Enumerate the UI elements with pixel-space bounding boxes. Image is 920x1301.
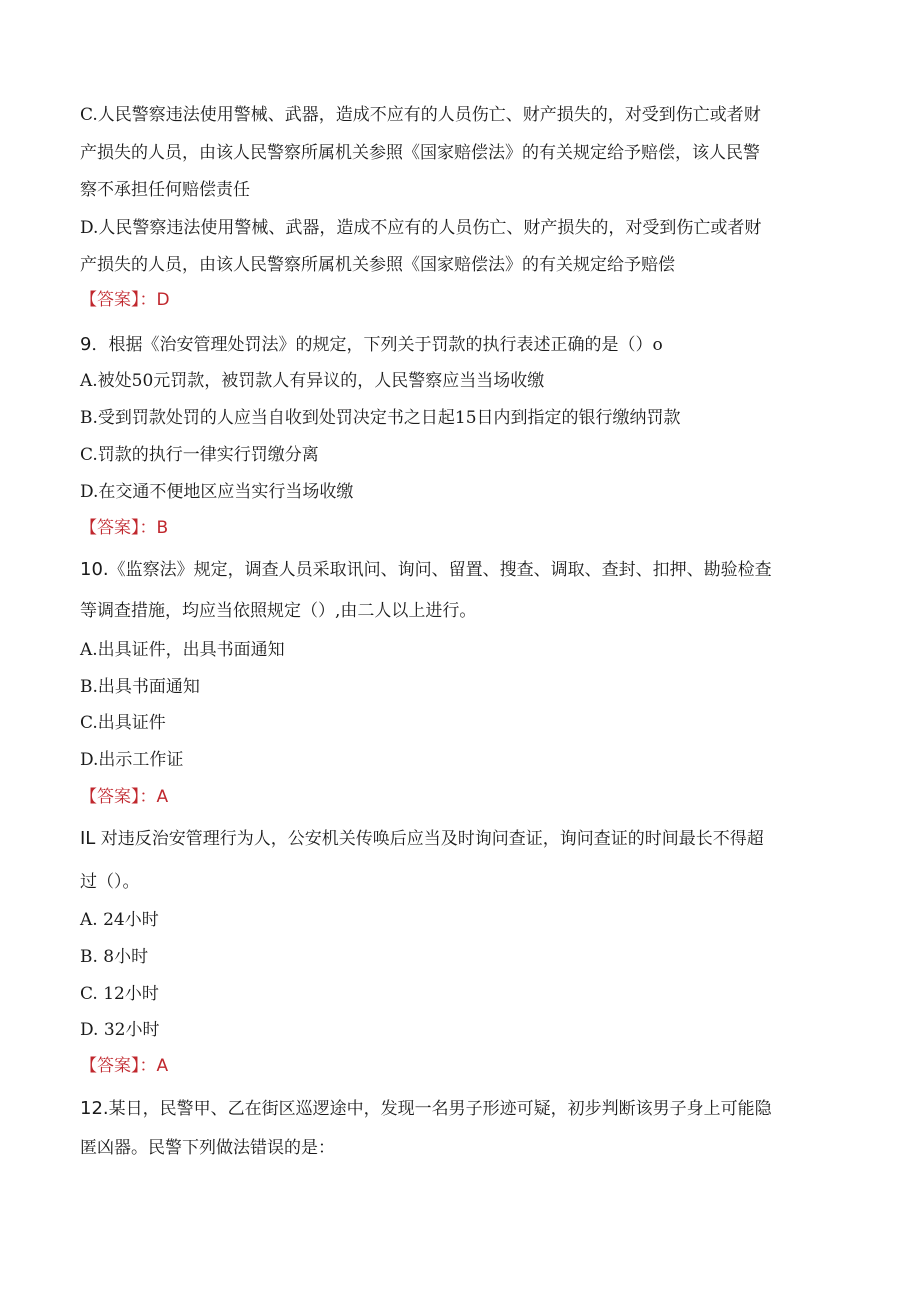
q12-stem-line-2: 匿凶器。民警下列做法错误的是：	[80, 1138, 335, 1158]
q11-number: IL	[80, 828, 96, 849]
q10-number: 10.	[80, 559, 109, 580]
q10-text-line-1: 《监察法》规定，调查人员采取讯问、询问、留置、搜查、调取、查封、扣押、勘验检查	[108, 560, 772, 580]
q9-stem	[80, 333, 860, 357]
q9-option-a: A.被处50元罚款，被罚款人有异议的，人民警察应当当场收缴	[80, 371, 545, 391]
q9-option-b: B.受到罚款处罚的人应当自收到处罚决定书之日起15日内到指定的银行缴纳罚款	[80, 408, 681, 428]
q9-option-d: D.在交通不便地区应当实行当场收缴	[80, 482, 354, 502]
q10-option-b: B.出具书面通知	[80, 677, 200, 697]
q11-stem-line-2: 过（）。	[80, 872, 140, 892]
prev-option-c-line-2: 产损失的人员，由该人民警察所属机关参照《国家赔偿法》的有关规定给予赔偿，该人民警	[80, 143, 760, 163]
prev-option-c-line-1: C.人民警察违法使用警械、武器，造成不应有的人员伤亡、财产损失的，对受到伤亡或者财	[80, 105, 761, 125]
q12-stem-line-1	[80, 1097, 860, 1121]
q11-option-d: D. 32小时	[80, 1020, 160, 1040]
q11-option-a: A. 24小时	[80, 910, 159, 930]
q10-stem-line-2: 等调查措施，均应当依照规定（）,由二人以上进行。	[80, 601, 477, 621]
q9-number: 9	[80, 334, 92, 355]
q10-answer: 【答案】：A	[80, 787, 169, 807]
q11-stem-line-1	[80, 827, 860, 851]
q10-option-a: A.出具证件，出具书面通知	[80, 640, 285, 660]
q11-option-c: C. 12小时	[80, 984, 159, 1004]
q11-text-line-1: 对违反治安管理行为人，公安机关传唤后应当及时询问查证，询问查证的时间最长不得超	[100, 829, 764, 849]
prev-option-d-line-1: D.人民警察违法使用警械、武器，造成不应有的人员伤亡、财产损失的，对受到伤亡或者财	[80, 218, 762, 238]
q10-option-c: C.出具证件	[80, 713, 166, 733]
q10-stem-line-1	[80, 558, 860, 582]
prev-answer: 【答案】：D	[80, 290, 170, 310]
prev-option-d-line-2: 产损失的人员，由该人民警察所属机关参照《国家赔偿法》的有关规定给予赔偿	[80, 255, 675, 275]
q12-text-line-1: 某日，民警甲、乙在街区巡逻途中，发现一名男子形迹可疑，初步判断该男子身上可能隐	[108, 1099, 772, 1119]
q11-option-b: B. 8小时	[80, 947, 149, 967]
q9-answer: 【答案】：B	[80, 518, 169, 538]
q10-option-d: D.出示工作证	[80, 750, 184, 770]
q11-answer: 【答案】：A	[80, 1056, 169, 1076]
prev-option-c-line-3: 察不承担任何赔偿责任	[80, 180, 250, 200]
q12-number: 12.	[80, 1098, 109, 1119]
q9-option-c: C.罚款的执行一律实行罚缴分离	[80, 445, 319, 465]
q9-text: ．根据《治安管理处罚法》的规定，下列关于罚款的执行表述正确的是（）o	[91, 335, 663, 355]
